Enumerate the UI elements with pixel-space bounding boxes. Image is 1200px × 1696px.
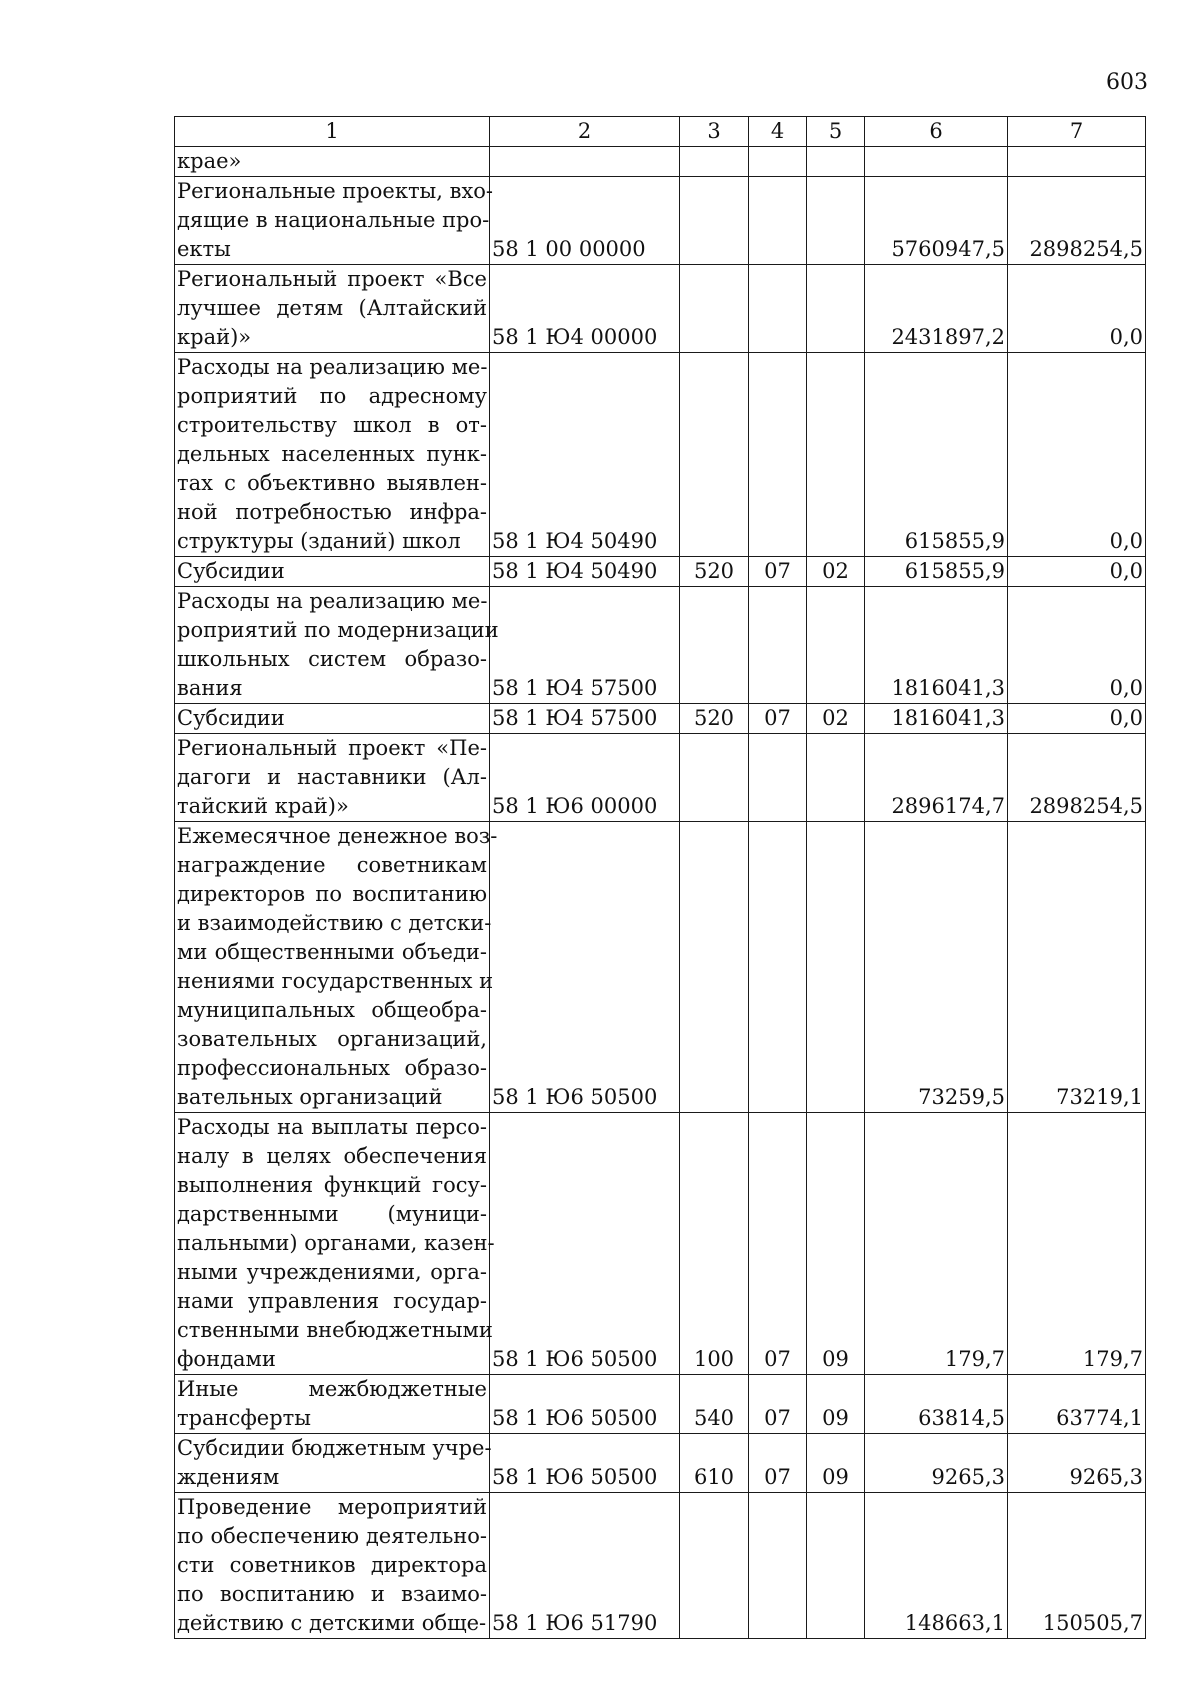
row-code-cell: 58 1 Ю6 00000 xyxy=(490,734,680,822)
row-amount-2-cell: 2898254,5 xyxy=(1008,177,1146,265)
table-body xyxy=(175,117,1146,1639)
row-expense-type-cell xyxy=(680,265,749,353)
row-subsection-cell: 02 xyxy=(807,704,865,734)
row-section-cell xyxy=(749,147,807,177)
table-row xyxy=(175,734,1146,822)
row-name-line: пальными) органами, казен- xyxy=(177,1231,495,1255)
header-cell-4: 4 xyxy=(749,117,807,147)
row-name-line: структуры (зданий) школ xyxy=(177,529,461,553)
row-subsection-cell xyxy=(807,353,865,557)
row-subsection-cell: 02 xyxy=(807,557,865,587)
row-name-cell xyxy=(175,822,498,1113)
row-amount-1-cell: 9265,3 xyxy=(865,1434,1008,1493)
table-row xyxy=(175,353,1146,557)
row-name-line: муниципальных общеобра- xyxy=(177,998,487,1022)
row-amount-1-cell: 148663,1 xyxy=(865,1493,1008,1639)
header-cell-5: 5 xyxy=(807,117,865,147)
row-code-cell: 58 1 Ю4 00000 xyxy=(490,265,680,353)
row-name-line: дагоги и наставники (Ал- xyxy=(177,765,487,789)
row-amount-2-cell: 63774,1 xyxy=(1008,1375,1146,1434)
row-name-line: действию с детскими обще- xyxy=(177,1611,487,1635)
row-subsection-cell: 09 xyxy=(807,1434,865,1493)
row-name-line: нениями государственных и xyxy=(177,969,494,993)
row-code-cell: 58 1 Ю6 50500 xyxy=(490,1113,680,1375)
row-amount-1-cell: 1816041,3 xyxy=(865,704,1008,734)
row-name-line: фондами xyxy=(177,1347,276,1371)
row-code-cell: 58 1 Ю4 50490 xyxy=(490,557,680,587)
header-cell-1: 1 xyxy=(175,117,490,147)
table-row xyxy=(175,704,1146,734)
row-code-cell: 58 1 Ю4 57500 xyxy=(490,587,680,704)
table-row xyxy=(175,1493,1146,1639)
row-name-cell xyxy=(175,704,490,734)
row-subsection-cell xyxy=(807,177,865,265)
row-name-line: ными учреждениями, орга- xyxy=(177,1260,487,1284)
row-amount-2-cell: 73219,1 xyxy=(1008,822,1146,1113)
row-name-line: Региональный проект «Пе- xyxy=(177,736,487,760)
row-amount-1-cell: 1816041,3 xyxy=(865,587,1008,704)
row-amount-1-cell: 179,7 xyxy=(865,1113,1008,1375)
row-name-line: директоров по воспитанию xyxy=(177,882,487,906)
row-name-cell xyxy=(175,265,490,353)
row-amount-2-cell: 9265,3 xyxy=(1008,1434,1146,1493)
row-name-line: профессиональных образо- xyxy=(177,1056,487,1080)
page-number: 603 xyxy=(1106,70,1148,95)
row-name-line: Расходы на реализацию ме- xyxy=(177,355,488,379)
row-section-cell xyxy=(749,265,807,353)
row-name-line: по обеспечению деятельно- xyxy=(177,1524,487,1548)
row-code-cell: 58 1 Ю4 50490 xyxy=(490,353,680,557)
row-name-line: Расходы на выплаты персо- xyxy=(177,1115,487,1139)
row-name-cell xyxy=(175,734,490,822)
table-row xyxy=(175,265,1146,353)
row-name-cell xyxy=(175,353,490,557)
row-name-line: дарственными (муници- xyxy=(177,1202,487,1226)
row-name-line: строительству школ в от- xyxy=(177,413,487,437)
table-row xyxy=(175,1375,1146,1434)
row-section-cell xyxy=(749,177,807,265)
row-name-line: ной потребностью инфра- xyxy=(177,500,487,524)
row-section-cell xyxy=(749,353,807,557)
row-section-cell xyxy=(749,587,807,704)
row-name-line: трансферты xyxy=(177,1406,311,1430)
row-name-line: награждение советникам xyxy=(177,853,487,877)
row-amount-2-cell xyxy=(1008,147,1146,177)
row-name-line: роприятий по адресному xyxy=(177,384,487,408)
row-name-line: нами управления государ- xyxy=(177,1289,487,1313)
row-code-cell xyxy=(490,147,680,177)
row-name-line: Региональный проект «Все xyxy=(177,267,487,291)
row-name-line: ми общественными объеди- xyxy=(177,940,487,964)
row-code-cell: 58 1 Ю6 50500 xyxy=(490,1434,680,1493)
row-code-cell: 58 1 Ю4 57500 xyxy=(490,704,680,734)
header-cell-7: 7 xyxy=(1008,117,1146,147)
row-code-cell: 58 1 Ю6 50500 xyxy=(490,1375,680,1434)
row-name-cell xyxy=(175,1113,495,1375)
row-code-cell: 58 1 Ю6 51790 xyxy=(490,1493,680,1639)
row-name-line: ждениям xyxy=(177,1465,280,1489)
row-name-line: выполнения функций госу- xyxy=(177,1173,487,1197)
row-name-line: край)» xyxy=(177,325,252,349)
row-name-line: Субсидии xyxy=(177,706,285,730)
row-name-line: сти советников директора xyxy=(177,1553,487,1577)
row-amount-2-cell: 0,0 xyxy=(1008,353,1146,557)
table-row xyxy=(175,557,1146,587)
row-name-line: роприятий по модернизации xyxy=(177,618,499,642)
row-section-cell xyxy=(749,1493,807,1639)
row-expense-type-cell xyxy=(680,1493,749,1639)
row-amount-2-cell: 0,0 xyxy=(1008,704,1146,734)
row-amount-1-cell: 63814,5 xyxy=(865,1375,1008,1434)
row-name-line: зовательных организаций, xyxy=(177,1027,487,1051)
row-name-line: екты xyxy=(177,237,231,261)
table-row xyxy=(175,587,1146,704)
row-amount-1-cell: 615855,9 xyxy=(865,557,1008,587)
row-name-line: Иные межбюджетные xyxy=(177,1377,487,1401)
row-name-line: тах с объективно выявлен- xyxy=(177,471,487,495)
row-expense-type-cell xyxy=(680,734,749,822)
table-row xyxy=(175,1434,1146,1493)
row-expense-type-cell: 100 xyxy=(680,1113,749,1375)
row-subsection-cell xyxy=(807,822,865,1113)
table-header-row xyxy=(175,117,1146,147)
row-name-cell xyxy=(175,587,499,704)
row-code-cell: 58 1 Ю6 50500 xyxy=(490,822,680,1113)
row-name-line: Ежемесячное денежное воз- xyxy=(177,824,498,848)
row-amount-2-cell: 0,0 xyxy=(1008,557,1146,587)
header-cell-3: 3 xyxy=(680,117,749,147)
row-section-cell: 07 xyxy=(749,557,807,587)
row-amount-2-cell: 0,0 xyxy=(1008,587,1146,704)
row-subsection-cell xyxy=(807,1493,865,1639)
row-section-cell: 07 xyxy=(749,1375,807,1434)
row-name-line: школьных систем образо- xyxy=(177,647,487,671)
row-name-line: и взаимодействию с детски- xyxy=(177,911,492,935)
row-amount-2-cell: 179,7 xyxy=(1008,1113,1146,1375)
budget-table xyxy=(174,116,1146,1639)
row-name-line: Проведение мероприятий xyxy=(177,1495,487,1519)
table-row xyxy=(175,147,1146,177)
row-name-line: ственными внебюджетными xyxy=(177,1318,493,1342)
row-amount-1-cell xyxy=(865,147,1008,177)
row-name-cell xyxy=(175,1434,490,1493)
row-amount-1-cell: 73259,5 xyxy=(865,822,1008,1113)
row-amount-1-cell: 2431897,2 xyxy=(865,265,1008,353)
row-expense-type-cell: 520 xyxy=(680,704,749,734)
row-amount-2-cell: 150505,7 xyxy=(1008,1493,1146,1639)
table-row xyxy=(175,822,1146,1113)
row-expense-type-cell: 610 xyxy=(680,1434,749,1493)
row-name-line: Региональные проекты, вхо- xyxy=(177,179,494,203)
row-subsection-cell xyxy=(807,265,865,353)
row-subsection-cell: 09 xyxy=(807,1113,865,1375)
row-amount-1-cell: 2896174,7 xyxy=(865,734,1008,822)
row-subsection-cell xyxy=(807,147,865,177)
row-expense-type-cell: 540 xyxy=(680,1375,749,1434)
row-section-cell xyxy=(749,822,807,1113)
row-name-cell xyxy=(175,147,490,177)
row-expense-type-cell: 520 xyxy=(680,557,749,587)
row-name-cell xyxy=(175,1493,490,1639)
row-name-line: Расходы на реализацию ме- xyxy=(177,589,488,613)
row-name-line: налу в целях обеспечения xyxy=(177,1144,487,1168)
table-row xyxy=(175,177,1146,265)
row-subsection-cell: 09 xyxy=(807,1375,865,1434)
row-name-line: крае» xyxy=(177,149,242,173)
row-name-cell xyxy=(175,177,494,265)
row-expense-type-cell xyxy=(680,822,749,1113)
row-name-line: тайский край)» xyxy=(177,794,349,818)
row-name-cell xyxy=(175,557,490,587)
row-expense-type-cell xyxy=(680,147,749,177)
header-cell-6: 6 xyxy=(865,117,1008,147)
row-code-cell: 58 1 00 00000 xyxy=(490,177,680,265)
row-section-cell: 07 xyxy=(749,1113,807,1375)
row-name-line: лучшее детям (Алтайский xyxy=(177,296,487,320)
row-name-line: Субсидии xyxy=(177,559,285,583)
row-section-cell: 07 xyxy=(749,704,807,734)
table-row xyxy=(175,1113,1146,1375)
row-name-line: вания xyxy=(177,676,243,700)
row-name-cell xyxy=(175,1375,490,1434)
row-section-cell xyxy=(749,734,807,822)
row-expense-type-cell xyxy=(680,353,749,557)
row-amount-1-cell: 615855,9 xyxy=(865,353,1008,557)
row-amount-2-cell: 2898254,5 xyxy=(1008,734,1146,822)
row-name-line: вательных организаций xyxy=(177,1085,443,1109)
row-name-line: дельных населенных пунк- xyxy=(177,442,487,466)
row-subsection-cell xyxy=(807,587,865,704)
row-name-line: дящие в национальные про- xyxy=(177,208,490,232)
row-name-line: по воспитанию и взаимо- xyxy=(177,1582,487,1606)
row-amount-1-cell: 5760947,5 xyxy=(865,177,1008,265)
header-cell-2: 2 xyxy=(490,117,680,147)
row-expense-type-cell xyxy=(680,177,749,265)
row-subsection-cell xyxy=(807,734,865,822)
row-amount-2-cell: 0,0 xyxy=(1008,265,1146,353)
row-name-line: Субсидии бюджетным учре- xyxy=(177,1436,492,1460)
row-section-cell: 07 xyxy=(749,1434,807,1493)
row-expense-type-cell xyxy=(680,587,749,704)
